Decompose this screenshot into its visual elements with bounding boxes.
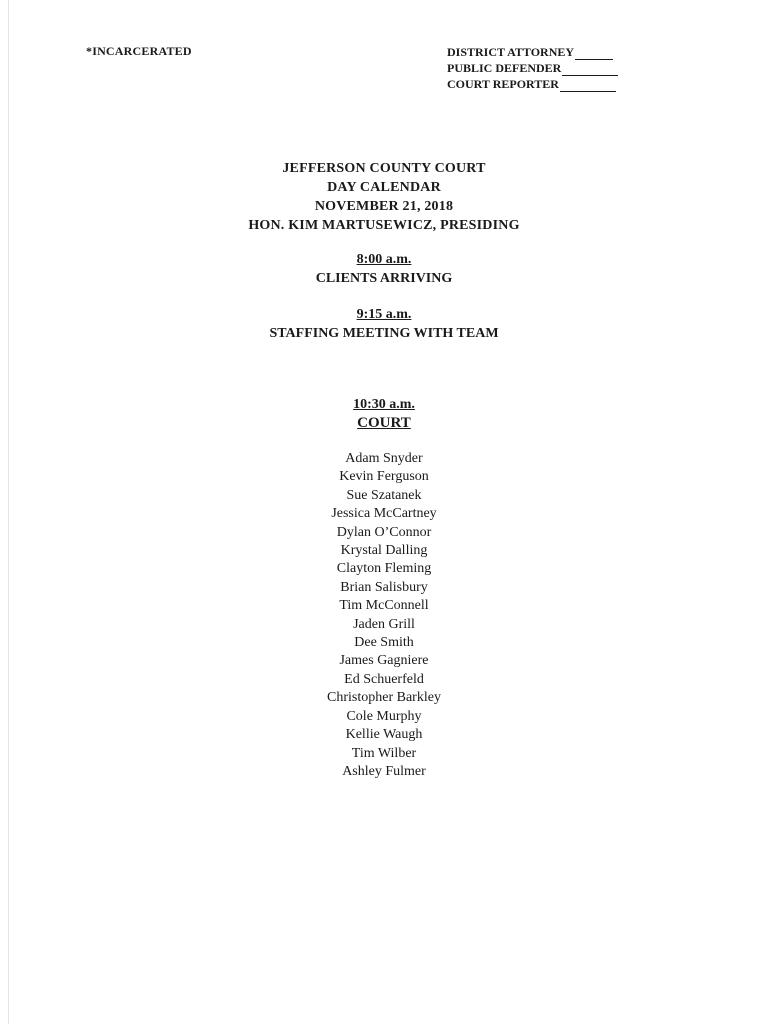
signoff-court-reporter: [447, 76, 618, 92]
court-name: JEFFERSON COUNTY COURT: [282, 161, 486, 176]
signoff-public-defender: [447, 60, 618, 76]
roster-name: Brian Salisbury: [340, 579, 428, 595]
roster-name: Kevin Ferguson: [339, 469, 429, 485]
roster-name: Clayton Fleming: [336, 561, 432, 577]
roster-name: Dee Smith: [354, 635, 414, 651]
court-session-time: 10:30 a.m.: [353, 397, 415, 412]
signoff-block: [447, 44, 618, 92]
court-session-label: COURT: [357, 415, 411, 431]
signature-line: [575, 47, 613, 60]
signoff-label: DISTRICT ATTORNEY: [447, 45, 575, 59]
roster-name: Dylan O’Connor: [336, 524, 432, 540]
roster-name: Krystal Dalling: [340, 543, 428, 559]
roster-name: Jessica McCartney: [331, 506, 437, 522]
schedule-event: STAFFING MEETING WITH TEAM: [269, 326, 499, 341]
roster-name: Ed Schuerfeld: [344, 671, 424, 687]
roster-name: Kellie Waugh: [345, 727, 423, 743]
schedule-time: 8:00 a.m.: [356, 252, 412, 267]
roster-name: James Gagniere: [339, 653, 429, 669]
defendant-roster: [0, 450, 768, 781]
roster-name: Jaden Grill: [353, 616, 415, 632]
court-session-header: [0, 395, 768, 433]
calendar-date: NOVEMBER 21, 2018: [314, 199, 454, 214]
roster-name: Cole Murphy: [346, 708, 422, 724]
roster-name: Adam Snyder: [345, 451, 423, 466]
signature-line: [560, 79, 616, 92]
schedule-time: 9:15 a.m.: [356, 307, 412, 322]
roster-name: Sue Szatanek: [346, 487, 422, 503]
roster-name: Tim Wilber: [351, 745, 417, 761]
signoff-label: COURT REPORTER: [447, 77, 559, 91]
roster-name: Tim McConnell: [339, 598, 429, 614]
presiding-judge: HON. KIM MARTUSEWICZ, PRESIDING: [248, 218, 520, 233]
schedule-item-arrival: [0, 250, 768, 288]
schedule-event: CLIENTS ARRIVING: [315, 271, 453, 286]
roster-name: Ashley Fulmer: [342, 763, 426, 779]
signoff-label: PUBLIC DEFENDER: [447, 61, 562, 75]
calendar-header: [0, 159, 768, 235]
incarcerated-note: *INCARCERATED: [86, 44, 192, 58]
signoff-district-attorney: [447, 44, 618, 60]
schedule-item-staffing: [0, 305, 768, 343]
signature-line: [562, 63, 618, 76]
calendar-type: DAY CALENDAR: [327, 180, 441, 195]
roster-name: Christopher Barkley: [327, 690, 441, 706]
